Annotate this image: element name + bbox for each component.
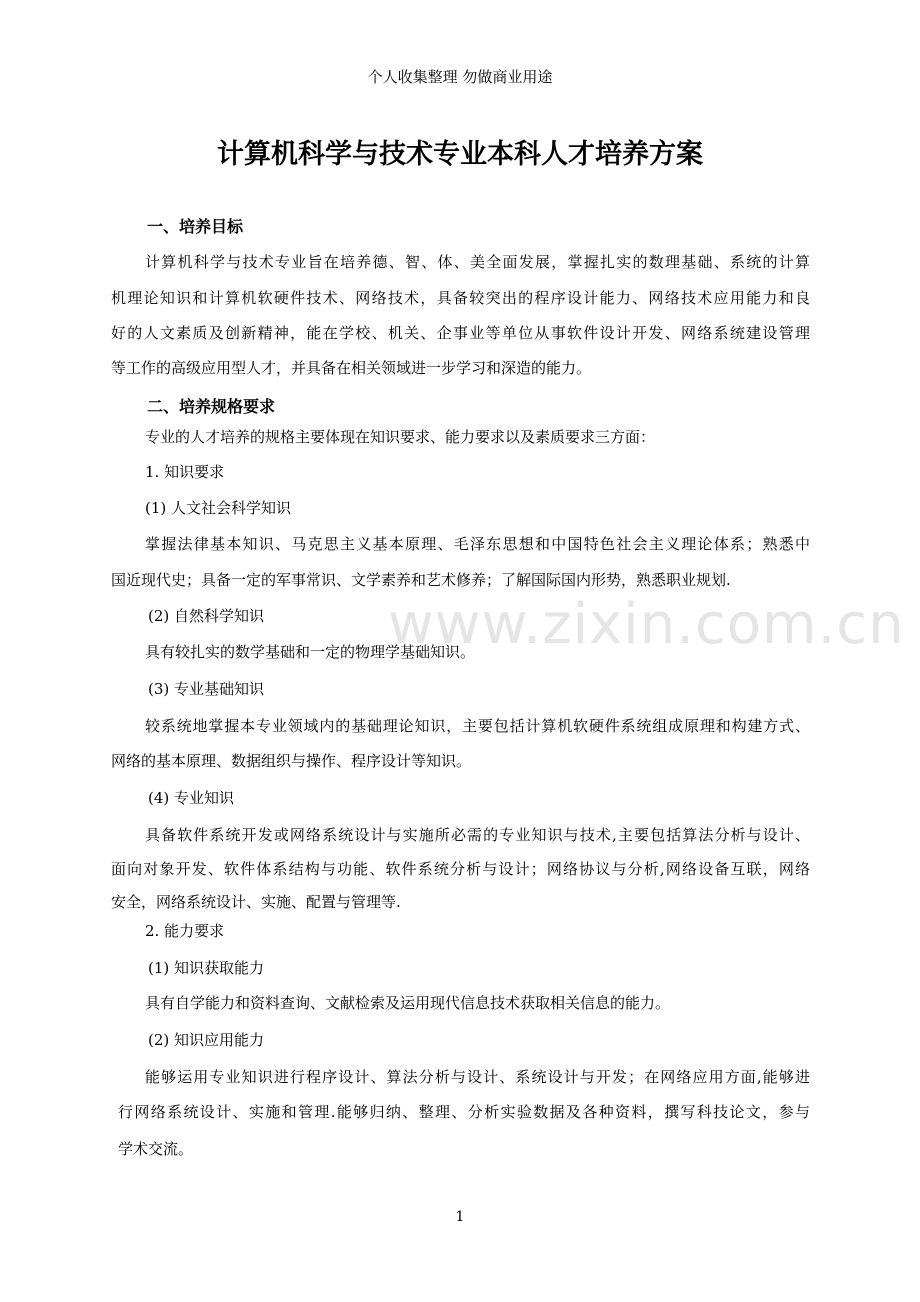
subheading: (1) 知识获取能力: [148, 959, 265, 977]
subheading: 1. 知识要求: [145, 463, 225, 481]
paragraph-line: 具备软件系统开发或网络系统设计与实施所必需的专业知识与技术,主要包括算法分析与设计、: [145, 826, 810, 844]
subheading: (1) 人文社会科学知识: [145, 499, 292, 517]
subheading: (3) 专业基础知识: [148, 680, 265, 698]
paragraph-line: 专业的人才培养的规格主要体现在知识要求、能力要求以及素质要求三方面：: [145, 428, 656, 446]
page-number: 1: [455, 1209, 465, 1225]
subheading: 2. 能力要求: [145, 922, 225, 940]
paragraph-line: 具有较扎实的数学基础和一定的物理学基础知识。: [145, 643, 476, 661]
paragraph-line: 较系统地掌握本专业领域内的基础理论知识，主要包括计算机软硬件系统组成原理和构建方式、: [145, 717, 810, 735]
section-heading: 一、培养目标: [147, 217, 244, 236]
paragraph-line: 等工作的高级应用型人才，并具备在相关领域进一步学习和深造的能力。: [111, 359, 592, 377]
paragraph-line: 行网络系统设计、实施和管理.能够归纳、整理、分析实验数据及各种资料，撰写科技论文，参与: [118, 1103, 810, 1121]
paragraph-line: 能够运用专业知识进行程序设计、算法分析与设计、系统设计与开发；在网络应用方面,能够进: [145, 1068, 810, 1086]
section-heading: 二、培养规格要求: [147, 397, 276, 416]
paragraph-line: 网络的基本原理、数据组织与操作、程序设计等知识。: [111, 752, 472, 770]
subheading: (4) 专业知识: [148, 789, 235, 807]
paragraph-line: 面向对象开发、软件体系结构与功能、软件系统分析与设计；网络协议与分析,网络设备互联，网络: [111, 860, 810, 878]
paragraph-line: 国近现代史；具备一定的军事常识、文学素养和艺术修养；了解国际国内形势，熟悉职业规划.: [111, 571, 731, 589]
document-title: 计算机科学与技术专业本科人才培养方案: [217, 139, 703, 170]
paragraph-line: 具有自学能力和资料查询、文献检索及运用现代信息技术获取相关信息的能力。: [145, 994, 671, 1012]
paragraph-line: 好的人文素质及创新精神，能在学校、机关、企事业等单位从事软件设计开发、网络系统建设管理: [111, 324, 810, 342]
paragraph-line: 学术交流。: [118, 1140, 194, 1158]
page-header: 个人收集整理 勿做商业用途: [367, 68, 553, 86]
paragraph-line: 安全，网络系统设计、实施、配置与管理等.: [111, 893, 401, 911]
paragraph-line: 计算机科学与技术专业旨在培养德、智、体、美全面发展，掌握扎实的数理基础、系统的计算: [145, 253, 810, 271]
watermark: www.zixin.com.cn: [388, 592, 905, 657]
subheading: (2) 知识应用能力: [148, 1031, 265, 1049]
paragraph-line: 掌握法律基本知识、马克思主义基本原理、毛泽东思想和中国特色社会主义理论体系；熟悉中: [145, 535, 810, 553]
paragraph-line: 机理论知识和计算机软硬件技术、网络技术，具备较突出的程序设计能力、网络技术应用能力和良: [111, 289, 810, 307]
subheading: (2) 自然科学知识: [148, 607, 265, 625]
